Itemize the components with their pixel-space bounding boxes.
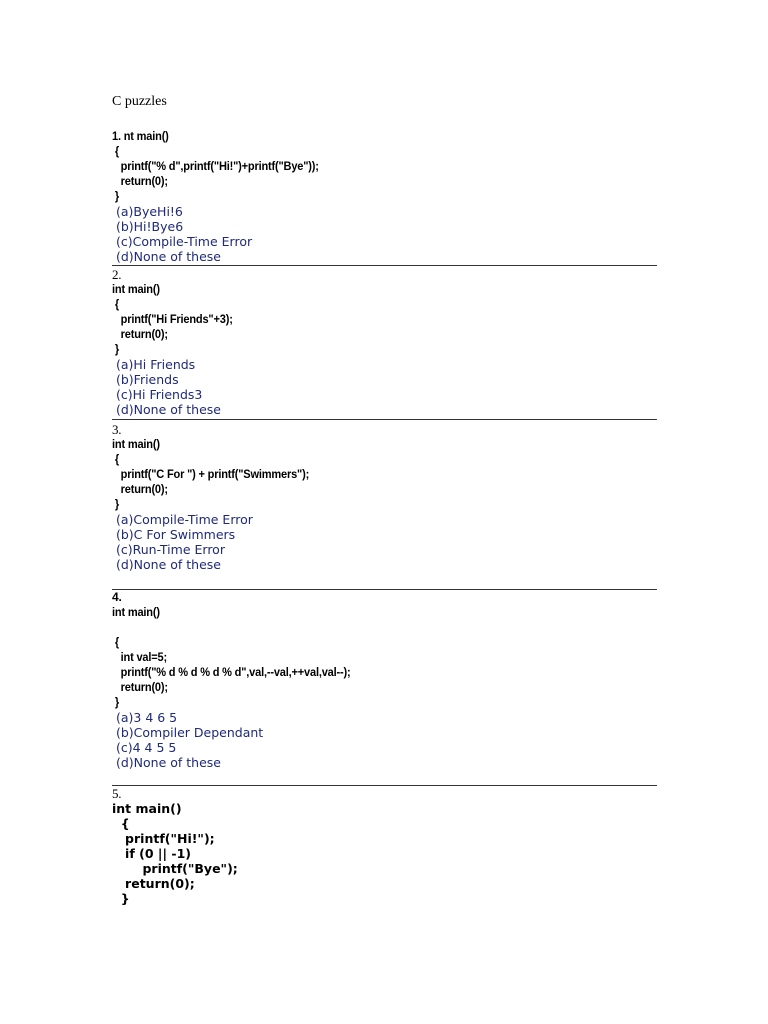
code-line: {	[112, 297, 120, 311]
code-line: printf("C For ") + printf("Swimmers");	[112, 467, 310, 481]
code-line: return(0);	[112, 482, 168, 496]
answer-option-c: (c)Hi Friends3	[112, 387, 203, 402]
code-line: {	[112, 452, 120, 466]
answer-option-a: (a)ByeHi!6	[112, 204, 183, 219]
question-4	[112, 590, 657, 770]
code-line: return(0);	[112, 174, 168, 188]
question-1	[112, 129, 657, 264]
answer-option-d: (d)None of these	[112, 755, 221, 770]
answer-option-a: (a)3 4 6 5	[112, 710, 178, 725]
code-line: printf("Bye");	[112, 861, 238, 876]
question-3	[112, 422, 657, 572]
code-line: return(0);	[112, 876, 195, 891]
answer-option-b: (b)Friends	[112, 372, 179, 387]
question-number: 3.	[112, 422, 122, 437]
question-number: 2.	[112, 267, 122, 282]
code-line	[112, 620, 613, 635]
code-line: return(0);	[112, 327, 168, 341]
code-line: printf("% d % d % d % d",val,--val,++val,val--);	[112, 665, 351, 679]
question-number: 5.	[112, 786, 122, 801]
question-number: 4.	[112, 590, 122, 604]
answer-option-c: (c)Compile-Time Error	[112, 234, 253, 249]
answer-option-c: (c)Run-Time Error	[112, 542, 225, 557]
code-line: printf("Hi Friends"+3);	[112, 312, 233, 326]
code-line: }	[112, 189, 120, 203]
question-5	[112, 786, 657, 906]
code-line: int main()	[112, 605, 160, 619]
divider	[112, 265, 657, 266]
code-line: }	[112, 695, 120, 709]
code-line: if (0 || -1)	[112, 846, 191, 861]
document-title: C puzzles	[112, 94, 167, 109]
code-line: {	[112, 144, 120, 158]
answer-option-a: (a)Hi Friends	[112, 357, 196, 372]
code-line: }	[112, 497, 120, 511]
code-line: int main()	[112, 282, 160, 296]
code-line: int main()	[112, 437, 160, 451]
code-line: return(0);	[112, 680, 168, 694]
divider	[112, 419, 657, 420]
code-line: }	[112, 891, 130, 906]
answer-option-d: (d)None of these	[112, 249, 221, 264]
answer-option-d: (d)None of these	[112, 402, 221, 417]
code-line: printf("% d",printf("Hi!")+printf("Bye"));	[112, 159, 319, 173]
answer-option-b: (b)Hi!Bye6	[112, 219, 184, 234]
code-line: 1. nt main()	[112, 129, 169, 143]
answer-option-d: (d)None of these	[112, 557, 221, 572]
code-line: {	[112, 816, 130, 831]
code-line: int val=5;	[112, 650, 167, 664]
code-line: }	[112, 342, 120, 356]
answer-option-a: (a)Compile-Time Error	[112, 512, 253, 527]
answer-option-b: (b)C For Swimmers	[112, 527, 236, 542]
code-line: {	[112, 635, 120, 649]
answer-option-b: (b)Compiler Dependant	[112, 725, 264, 740]
answer-option-c: (c)4 4 5 5	[112, 740, 177, 755]
code-line: int main()	[112, 801, 182, 816]
code-line: printf("Hi!");	[112, 831, 215, 846]
question-2	[112, 267, 657, 417]
